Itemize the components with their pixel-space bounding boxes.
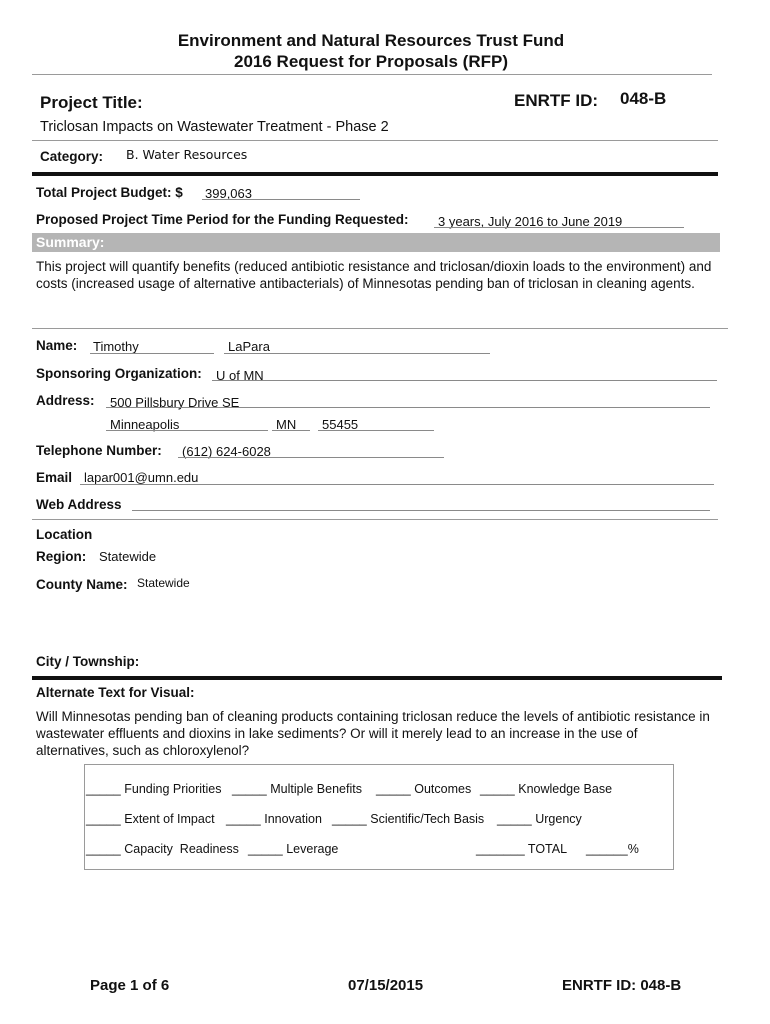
header-line-2: 2016 Request for Proposals (RFP) xyxy=(234,52,508,71)
summary-label: Summary: xyxy=(32,233,720,252)
last-name-value: LaPara xyxy=(228,339,270,354)
category-label: Category: xyxy=(40,149,104,164)
footer-enrtf-id: ENRTF ID: 048-B xyxy=(562,977,682,994)
budget-underline xyxy=(202,199,360,200)
footer-date: 07/15/2015 xyxy=(348,977,424,994)
city-underline xyxy=(106,430,268,431)
score-capacity-readiness: _____ Capacity Readiness xyxy=(86,842,239,856)
org-underline xyxy=(212,380,717,381)
category-value: B. Water Resources xyxy=(126,147,248,162)
project-title-label: Project Title: xyxy=(40,93,143,112)
name-label: Name: xyxy=(36,338,78,353)
email-value: lapar001@umn.edu xyxy=(84,470,199,485)
email-label: Email xyxy=(36,470,73,485)
score-scientific-tech-basis: _____ Scientific/Tech Basis xyxy=(332,812,485,826)
zip-value: 55455 xyxy=(322,417,359,432)
web-label: Web Address xyxy=(36,497,122,512)
enrtf-id-value: 048-B xyxy=(620,89,667,108)
phone-underline xyxy=(178,457,444,458)
score-knowledge-base: _____ Knowledge Base xyxy=(480,782,613,796)
score-leverage: _____ Leverage xyxy=(248,842,339,856)
footer-page-number: Page 1 of 6 xyxy=(90,977,170,994)
score-funding-priorities: _____ Funding Priorities xyxy=(86,782,222,796)
score-total: _______ TOTAL xyxy=(476,842,568,856)
first-name-value: Timothy xyxy=(93,339,139,354)
budget-value: 399,063 xyxy=(205,186,252,201)
county-value: Statewide xyxy=(137,576,190,590)
score-innovation: _____ Innovation xyxy=(226,812,322,826)
street-underline xyxy=(106,407,710,408)
street-value: 500 Pillsbury Drive SE xyxy=(110,395,240,410)
location-heading: Location xyxy=(36,527,93,542)
region-label: Region: xyxy=(36,549,87,564)
org-value: U of MN xyxy=(216,368,264,383)
state-value: MN xyxy=(276,417,297,432)
score-extent-of-impact: _____ Extent of Impact xyxy=(86,812,215,826)
period-underline xyxy=(434,227,684,228)
zip-underline xyxy=(318,430,434,431)
score-percent: ______% xyxy=(586,842,639,856)
project-title-value: Triclosan Impacts on Wastewater Treatment - Phase 2 xyxy=(40,119,389,135)
enrtf-id-label: ENRTF ID: xyxy=(514,91,599,110)
contact-divider xyxy=(32,519,718,520)
web-underline xyxy=(132,510,710,511)
org-label: Sponsoring Organization: xyxy=(36,366,202,381)
last-name-underline xyxy=(224,353,490,354)
first-name-underline xyxy=(90,353,214,354)
budget-label: Total Project Budget: $ xyxy=(36,185,183,200)
county-label: County Name: xyxy=(36,577,128,592)
period-value: 3 years, July 2016 to June 2019 xyxy=(438,214,623,229)
header-divider xyxy=(32,74,712,75)
address-label: Address: xyxy=(36,393,95,408)
phone-value: (612) 624-6028 xyxy=(182,444,271,459)
alt-text-body: Will Minnesotas pending ban of cleaning products containing triclosan reduce the levels of antibiotic resistance in wastewater effluents and dioxins in lake sediments? Or will it merely lead to an increase in the use of alternatives, such as chloroxylenol? xyxy=(36,709,710,758)
header-line-1: Environment and Natural Resources Trust Fund xyxy=(177,31,565,50)
state-underline xyxy=(272,430,310,431)
period-label: Proposed Project Time Period for the Funding Requested: xyxy=(36,212,409,227)
alt-text-label: Alternate Text for Visual: xyxy=(36,685,195,700)
city-township-label: City / Township: xyxy=(36,654,140,669)
title-divider xyxy=(32,140,718,141)
location-divider xyxy=(32,676,722,680)
city-value: Minneapolis xyxy=(110,417,180,432)
summary-divider xyxy=(32,328,728,329)
summary-text: This project will quantify benefits (reduced antibiotic resistance and triclosan/dioxin loads to the environment) and costs (increased usage of alternative antibacterials) of Minnesotas pending ban of triclosan in cleaning agents. xyxy=(36,259,712,291)
phone-label: Telephone Number: xyxy=(36,443,162,458)
score-outcomes: _____ Outcomes xyxy=(376,782,472,796)
region-value: Statewide xyxy=(99,549,157,564)
score-urgency: _____ Urgency xyxy=(497,812,582,826)
email-underline xyxy=(80,484,714,485)
score-multiple-benefits: _____ Multiple Benefits xyxy=(232,782,362,796)
category-divider xyxy=(32,172,718,176)
